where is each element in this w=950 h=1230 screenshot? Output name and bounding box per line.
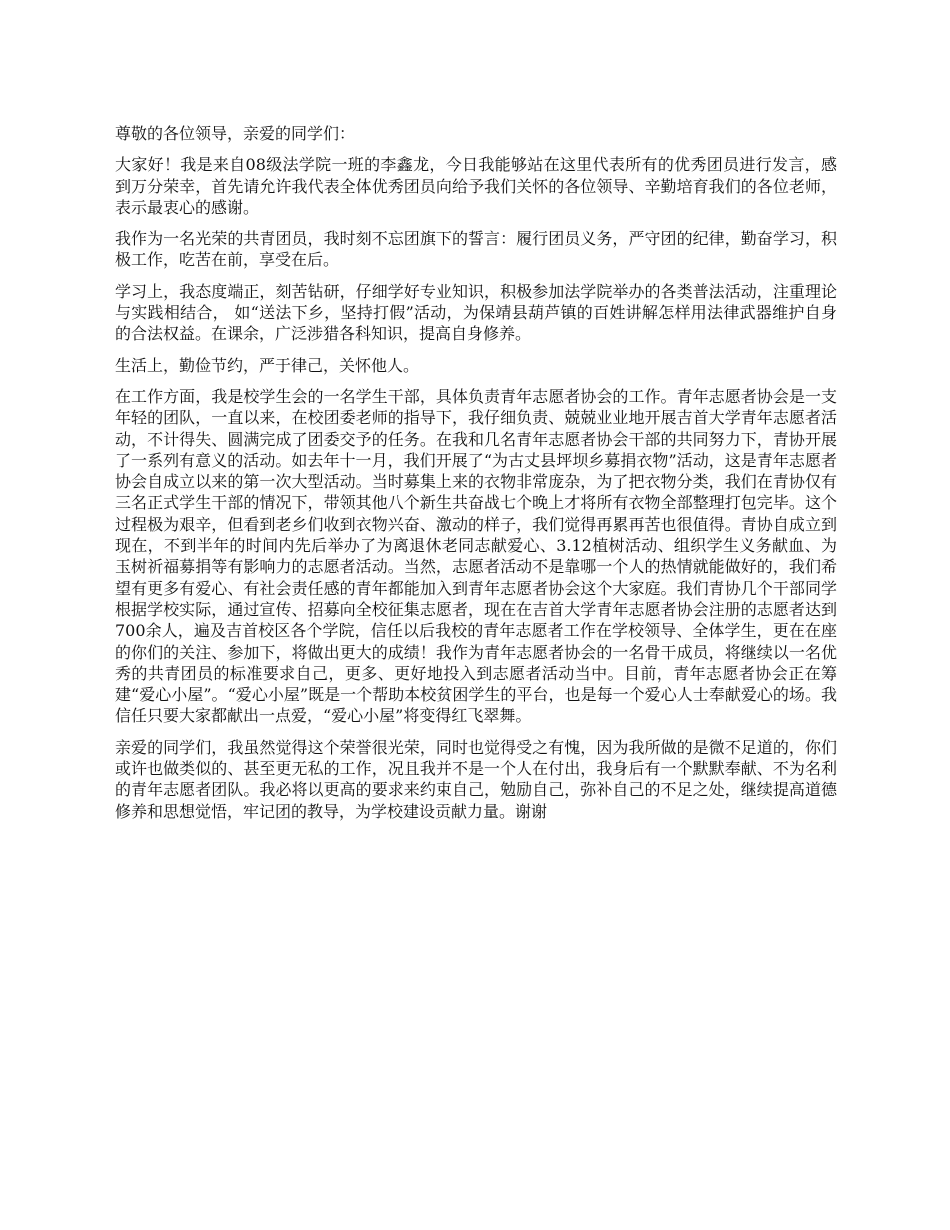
paragraph-closing: 亲爱的同学们，我虽然觉得这个荣誉很光荣，同时也觉得受之有愧，因为我所做的是微不足道的，你们或许也做类似的、甚至更无私的工作，况且我并不是一个人在付出，我身后有一个默默奉献、不为名利的青年志愿者团队。我必将以更高的要求来约束自己，勉励自己，弥补自己的不足之处，继续提高道德修养和思想觉悟，牢记团的教导，为学校建设贡献力量。谢谢 bbox=[115, 737, 837, 821]
speech-body bbox=[115, 123, 837, 832]
salutation: 尊敬的各位领导，亲爱的同学们： bbox=[115, 124, 356, 143]
paragraph-life: 生活上，勤俭节约，严于律己，关怀他人。 bbox=[115, 355, 420, 375]
paragraph-work: 在工作方面，我是校学生会的一名学生干部，具体负责青年志愿者协会的工作。青年志愿者协会是一支年轻的团队，一直以来，在校团委老师的指导下，我仔细负责、兢兢业业地开展吉首大学青年志愿者活动，不计得失、圆满完成了团委交予的任务。在我和几名青年志愿者协会干部的共同努力下，青协开展了一系列有意义的活动。如去年十一月，我们开展了“为古丈县坪坝乡募捐衣物”活动，这是青年志愿者协会自成立以来的第一次大型活动。当时募集上来的衣物非常庞杂，为了把衣物分类，我们在青协仅有三名正式学生干部的情况下，带领其他八个新生共奋战七个晚上才将所有衣物全部整理打包完毕。这个过程极为艰辛，但看到老乡们收到衣物兴奋、激动的样子，我们觉得再累再苦也很值得。青协自成立到现在，不到半年的时间内先后举办了为离退休老同志献爱心、3.12植树活动、组织学生义务献血、为玉树祈福募捐等有影响力的志愿者活动。当然，志愿者活动不是靠哪一个人的热情就能做好的，我们希望有更多有爱心、有社会责任感的青年都能加入到青年志愿者协会这个大家庭。我们青协几个干部同学根据学校实际，通过宣传、招募向全校征集志愿者，现在在吉首大学青年志愿者协会注册的志愿者达到700余人，遍及吉首校区各个学院，信任以后我校的青年志愿者工作在学校领导、全体学生，更在在座的你们的关注、参加下，将做出更大的成绩！我作为青年志愿者协会的一名骨干成员，将继续以一名优秀的共青团员的标准要求自己，更多、更好地投入到志愿者活动当中。目前，青年志愿者协会正在筹建“爱心小屋”。“爱心小屋”既是一个帮助本校贫困学生的平台，也是每一个爱心人士奉献爱心的场。我信任只要大家都献出一点爱，“爱心小屋”将变得红飞翠舞。 bbox=[115, 386, 837, 726]
paragraph-oath: 我作为一名光荣的共青团员，我时刻不忘团旗下的誓言：履行团员义务，严守团的纪律，勤奋学习，积极工作，吃苦在前，享受在后。 bbox=[115, 229, 837, 270]
paragraph-study: 学习上，我态度端正，刻苦钻研，仔细学好专业知识，积极参加法学院举办的各类普法活动，注重理论与实践相结合， 如“送法下乡，坚持打假”活动，为保靖县葫芦镇的百姓讲解怎样用法律武器维护自身的合法权益。在课余，广泛涉猎各科知识，提高自身修养。 bbox=[115, 281, 837, 344]
paragraph-greeting: 大家好！我是来自08级法学院一班的李鑫龙，今日我能够站在这里代表所有的优秀团员进行发言，感到万分荣幸，首先请允许我代表全体优秀团员向给予我们关怀的各位领导、辛勤培育我们的各位老师，表示最衷心的感谢。 bbox=[115, 155, 837, 217]
